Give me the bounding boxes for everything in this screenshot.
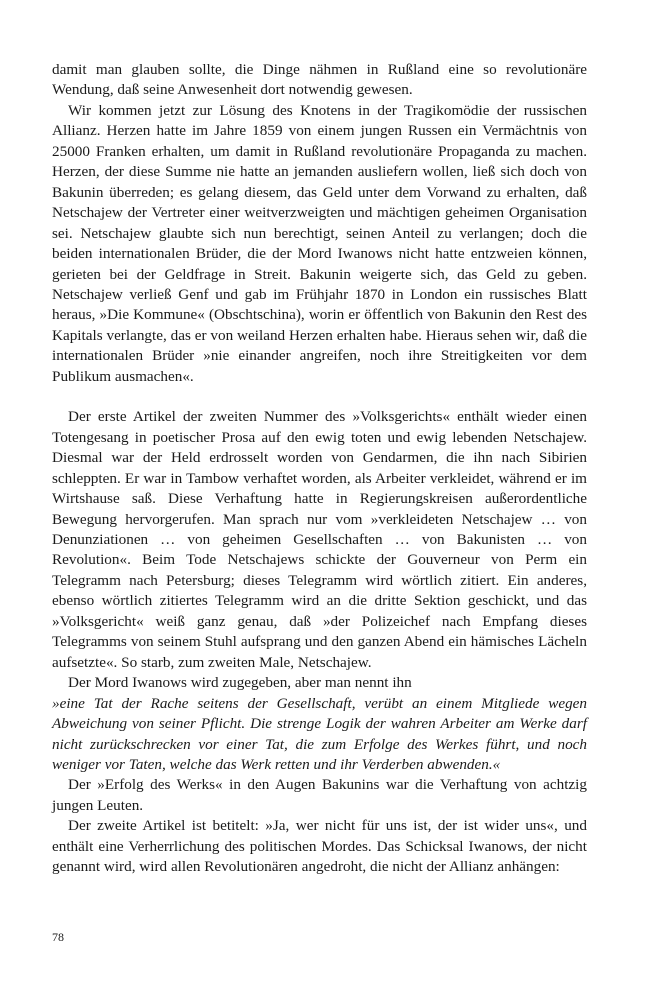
block-quote: »eine Tat der Rache seitens der Gesellschaft, verübt an einem Mitgliede wegen Abweichung von seiner Pflicht. Die strenge Logik der wahren Arbeiter am Werke darf nicht zurückschrecken vor einer Tat, die zum Erfolge des Werkes führt, und noch weniger vor Taten, welche das Werk retten und ihr Verderben abwenden.« [52,694,587,773]
paragraph-success: Der »Erfolg des Werks« in den Augen Bakunins war die Verhaftung von achtzig jungen Leuten. [52,776,587,814]
paragraph-volksgericht-article: Der erste Artikel der zweiten Nummer des »Volksgerichts« enthält wieder einen Totengesang in poetischer Prosa auf den ewig toten und ewig lebenden Netschajew. Diesmal war der Held erdrosselt worden von Gendarmen, die ihn nach Sibirien schleppten. Er war in Tambow verhaftet worden, als Arbeiter verkleidet, während er im Wirtshause saß. Diese Verhaftung hatte in Regierungskreisen außerordentliche Bewegung hervorgerufen. Man sprach nur vom »verkleideten Netschajew … von Denunziationen … von geheimen Gesellschaften … von Bakunisten … von Revolution«. Beim Tode Netschajews schickte der Gouverneur von Perm ein Telegramm nach Petersburg; dieses Telegramm wird wörtlich zitiert. Ein anderes, ebenso wörtlich zitiertes Telegramm wird an die dritte Sektion geschickt, und das »Volksgericht« weiß ganz genau, daß »der Polizeichef nach Empfang dieses Telegramms von seinem Stuhl aufsprang und den ganzen Abend ein hämisches Lächeln aufsetzte«. So starb, zum zweiten Male, Netschajew. [52,408,587,671]
page-number: 78 [52,930,64,944]
paragraph-murder-admitted: Der Mord Iwanows wird zugegeben, aber man nennt ihn [68,674,412,692]
paragraph-continuation: damit man glauben sollte, die Dinge nähmen in Rußland eine so revolutionäre Wendung, daß seine Anwesenheit dort notwendig gewesen. [52,61,587,99]
paragraph-second-article: Der zweite Artikel ist betitelt: »Ja, wer nicht für uns ist, der ist wider uns«, und enthält eine Verherrlichung des politischen Mordes. Das Schicksal Iwanows, der nicht genannt wird, wird allen Revolutionären angedroht, die nicht der Allianz anhängen: [52,817,587,876]
page-body [52,60,587,878]
paragraph-herzen-legacy: Wir kommen jetzt zur Lösung des Knotens in der Tragikomödie der russischen Allianz. Herzen hatte im Jahre 1859 von einem jungen Russen ein Vermächtnis von 25000 Franken erhalten, um damit in Rußland revolutionäre Propaganda zu machen. Herzen, der diese Summe nie hatte an jemanden ausliefern wollen, ließ sich doch von Bakunin überreden; es gelang diesem, das Geld unter dem Vorwand zu erhalten, daß Netschajew der Vertreter einer weitverzweigten und mächtigen geheimen Organisation sei. Netschajew glaubte sich nun berechtigt, seinen Anteil zu verlangen; doch die beiden internationalen Brüder, die der Mord Iwanows nicht hatte entzweien können, gerieten bei der Geldfrage in Streit. Bakunin weigerte sich, das Geld zu geben. Netschajew verließ Genf und gab im Frühjahr 1870 in London ein russisches Blatt heraus, »Die Kommune« (Obschtschina), worin er öffentlich von Bakunin den Rest des Kapitals verlangte, das er von weiland Herzen erhalten habe. Hieraus sehen wir, daß die internationalen Brüder »nie einander angreifen, noch ihre Streitigkeiten vor dem Publikum ausmachen«. [52,101,587,385]
